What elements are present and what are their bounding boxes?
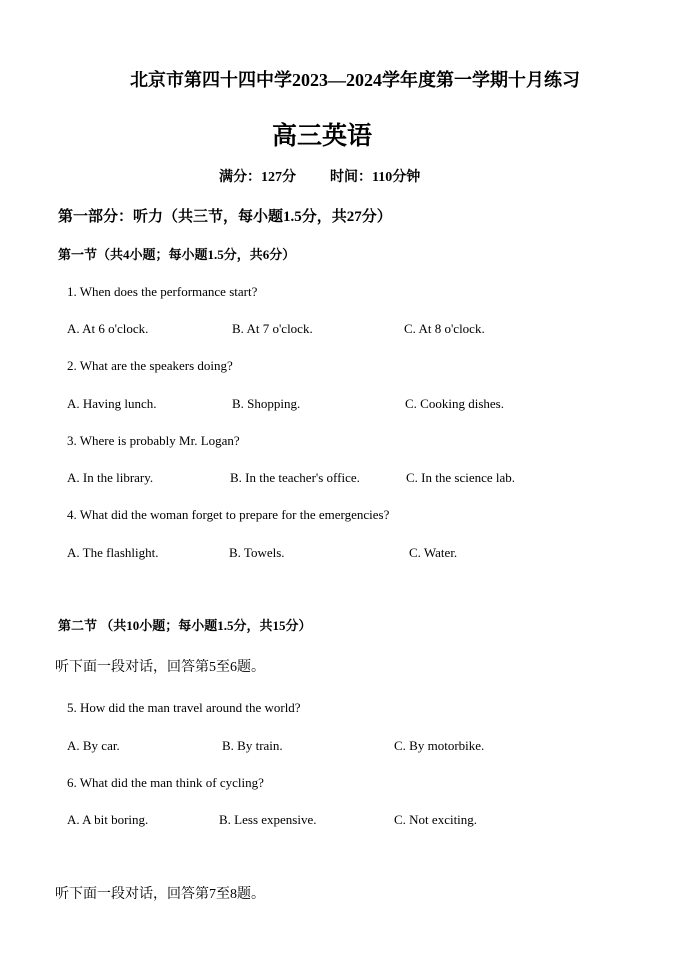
subject-title: 高三英语 xyxy=(272,123,373,150)
question-stem: 5. How did the man travel around the world? xyxy=(67,700,301,715)
instruction-text: 听下面一段对话，回答第7至8题。 xyxy=(55,887,265,902)
option-a: A. Having lunch. xyxy=(67,396,157,411)
question-stem: 6. What did the man think of cycling? xyxy=(67,775,264,790)
question-stem: 3. Where is probably Mr. Logan? xyxy=(67,433,240,448)
question-stem: 4. What did the woman forget to prepare for the emergencies? xyxy=(67,507,390,522)
school-title: 北京市第四十四中学2023—2024学年度第一学期十月练习 xyxy=(130,70,580,90)
option-c: C. Not exciting. xyxy=(394,812,478,827)
option-c: C. In the science lab. xyxy=(406,470,516,485)
full-score: 满分：127分 xyxy=(219,170,296,185)
section1-heading: 第一节（共4小题；每小题1.5分，共6分） xyxy=(58,247,296,262)
option-c: C. At 8 o'clock. xyxy=(404,321,485,336)
question-stem: 2. What are the speakers doing? xyxy=(67,358,233,373)
instruction-text: 听下面一段对话，回答第5至6题。 xyxy=(55,660,265,675)
exam-time: 时间：110分钟 xyxy=(330,170,421,185)
question-stem: 1. When does the performance start? xyxy=(67,284,258,299)
part-heading: 第一部分：听力（共三节，每小题1.5分，共27分） xyxy=(58,209,392,225)
section2-heading: 第二节 （共10小题；每小题1.5分，共15分） xyxy=(58,618,312,633)
option-b: B. Less expensive. xyxy=(219,812,317,827)
option-b: B. In the teacher's office. xyxy=(230,470,360,485)
option-a: A. In the library. xyxy=(67,470,154,485)
option-a: A. By car. xyxy=(67,738,120,753)
option-b: B. Shopping. xyxy=(232,396,301,411)
option-a: A. At 6 o'clock. xyxy=(67,321,149,336)
option-b: B. At 7 o'clock. xyxy=(232,321,313,336)
option-c: C. Cooking dishes. xyxy=(405,396,504,411)
option-b: B. Towels. xyxy=(229,545,285,560)
option-a: A. A bit boring. xyxy=(67,812,149,827)
option-c: C. By motorbike. xyxy=(394,738,485,753)
option-a: A. The flashlight. xyxy=(67,545,159,560)
option-b: B. By train. xyxy=(222,738,283,753)
option-c: C. Water. xyxy=(409,545,458,560)
